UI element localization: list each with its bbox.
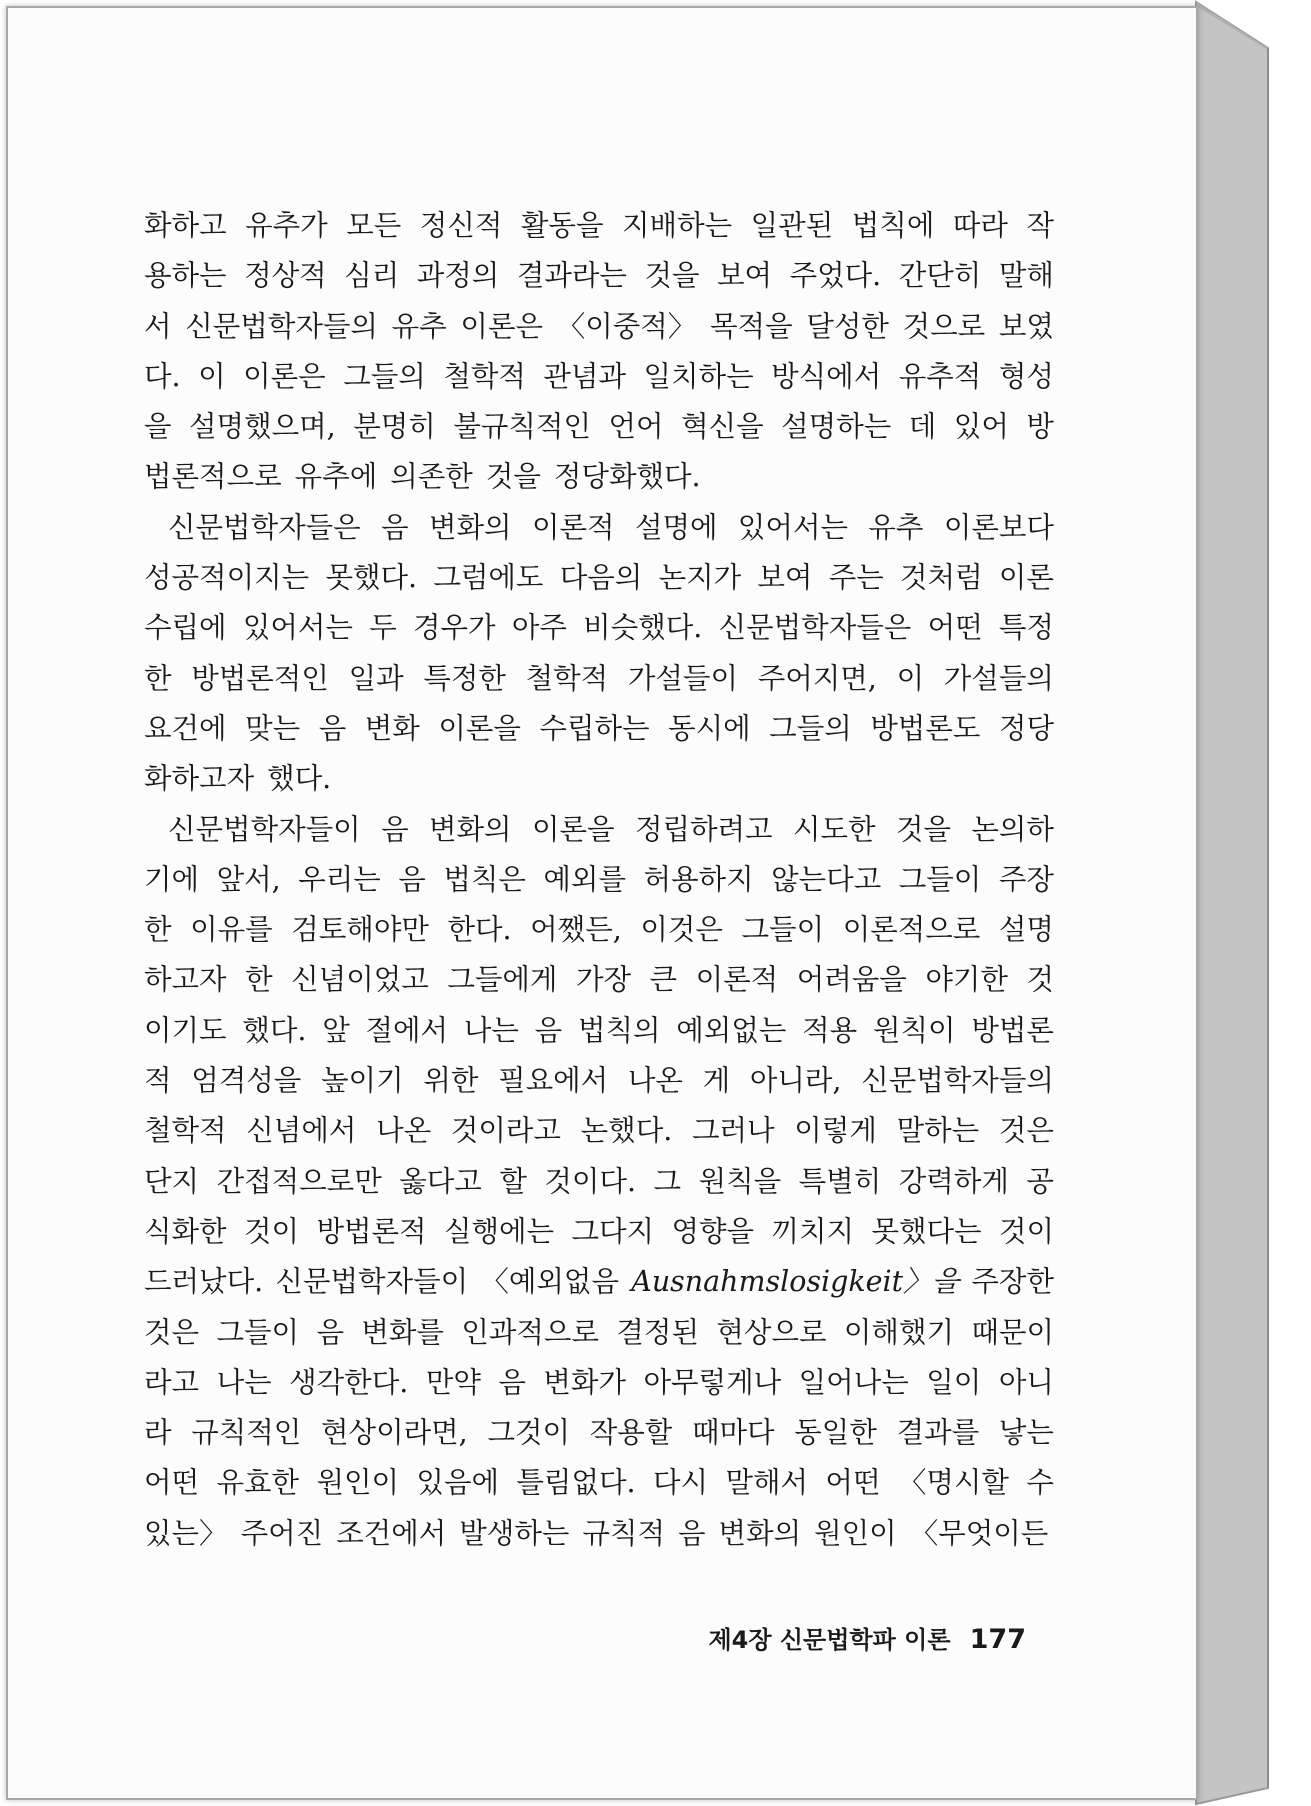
paragraph <box>144 201 1054 503</box>
page-number: 177 <box>969 1624 1026 1655</box>
paragraph <box>144 503 1054 805</box>
text-line: 법론적으로 유추에 의존한 것을 정당화했다. <box>144 460 701 494</box>
text-line: 단지 간접적으로만 옳다고 할 것이다. 그 원칙을 특별히 강력하게 공 <box>144 1164 1054 1198</box>
text-line: 신문법학자들은 음 변화의 이론적 설명에 있어서는 유추 이론보다 <box>168 510 1054 544</box>
text-line: 이기도 했다. 앞 절에서 나는 음 법칙의 예외없는 적용 원칙이 방법론 <box>144 1013 1054 1047</box>
text-line: 수립에 있어서는 두 경우가 아주 비슷했다. 신문법학자들은 어떤 특정 <box>144 611 1054 645</box>
text-line: 식화한 것이 방법론적 실행에는 그다지 영향을 끼치지 못했다는 것이 <box>144 1214 1054 1248</box>
text-line: 요건에 맞는 음 변화 이론을 수립하는 동시에 그들의 방법론도 정당 <box>144 711 1054 745</box>
book-page <box>6 6 1198 1800</box>
book-spine-face <box>1196 2 1268 1804</box>
text-line: 한 이유를 검토해야만 한다. 어쨌든, 이것은 그들이 이론적으로 설명 <box>144 913 1054 947</box>
text-line: 신문법학자들이 음 변화의 이론을 정립하려고 시도한 것을 논의하 <box>168 812 1054 846</box>
text-line: 철학적 신념에서 나온 것이라고 논했다. 그러나 이렇게 말하는 것은 <box>144 1114 1054 1148</box>
text-line: 적 엄격성을 높이기 위한 필요에서 나온 게 아니라, 신문법학자들의 <box>144 1064 1054 1098</box>
text-line: 성공적이지는 못했다. 그럼에도 다음의 논지가 보여 주는 것처럼 이론 <box>144 561 1054 595</box>
text-line: 다. 이 이론은 그들의 철학적 관념과 일치하는 방식에서 유추적 형성 <box>144 359 1054 393</box>
paragraph <box>144 805 1054 1559</box>
text-line: 화하고자 했다. <box>144 762 332 796</box>
text-line: 라 규칙적인 현상이라면, 그것이 작용할 때마다 동일한 결과를 낳는 <box>144 1416 1054 1450</box>
text-line: 라고 나는 생각한다. 만약 음 변화가 아무렇게나 일어나는 일이 아니 <box>144 1365 1054 1399</box>
text-line: 하고자 한 신념이었고 그들에게 가장 큰 이론적 어려움을 야기한 것 <box>144 963 1054 997</box>
page-footer <box>708 1618 1026 1662</box>
text-line: 용하는 정상적 심리 과정의 결과라는 것을 보여 주었다. 간단히 말해 <box>144 259 1054 293</box>
text-line: 있는〉 주어진 조건에서 발생하는 규칙적 음 변화의 원인이 〈무엇이든 <box>144 1516 1049 1550</box>
text-line: 서 신문법학자들의 유추 이론은 〈이중적〉 목적을 달성한 것으로 보였 <box>144 309 1054 343</box>
text-line: 을 설명했으며, 분명히 불규칙적인 언어 혁신을 설명하는 데 있어 방 <box>144 410 1054 444</box>
text-line: 한 방법론적인 일과 특정한 철학적 가설들이 주어지면, 이 가설들의 <box>144 661 1054 695</box>
text-line: 어떤 유효한 원인이 있음에 틀림없다. 다시 말해서 어떤 〈명시할 수 <box>144 1466 1054 1500</box>
text-line: 드러났다. 신문법학자들이 〈예외없음 Ausnahmslosigkeit〉을 주장한 <box>144 1265 1054 1299</box>
running-footer-chapter: 제4장 신문법학파 이론 <box>708 1626 951 1654</box>
text-line: 기에 앞서, 우리는 음 법칙은 예외를 허용하지 않는다고 그들이 주장 <box>144 862 1054 896</box>
text-line: 화하고 유추가 모든 정신적 활동을 지배하는 일관된 법칙에 따라 작 <box>144 209 1054 242</box>
body-text <box>144 201 1054 1559</box>
text-line: 것은 그들이 음 변화를 인과적으로 결정된 현상으로 이해했기 때문이 <box>144 1315 1054 1349</box>
